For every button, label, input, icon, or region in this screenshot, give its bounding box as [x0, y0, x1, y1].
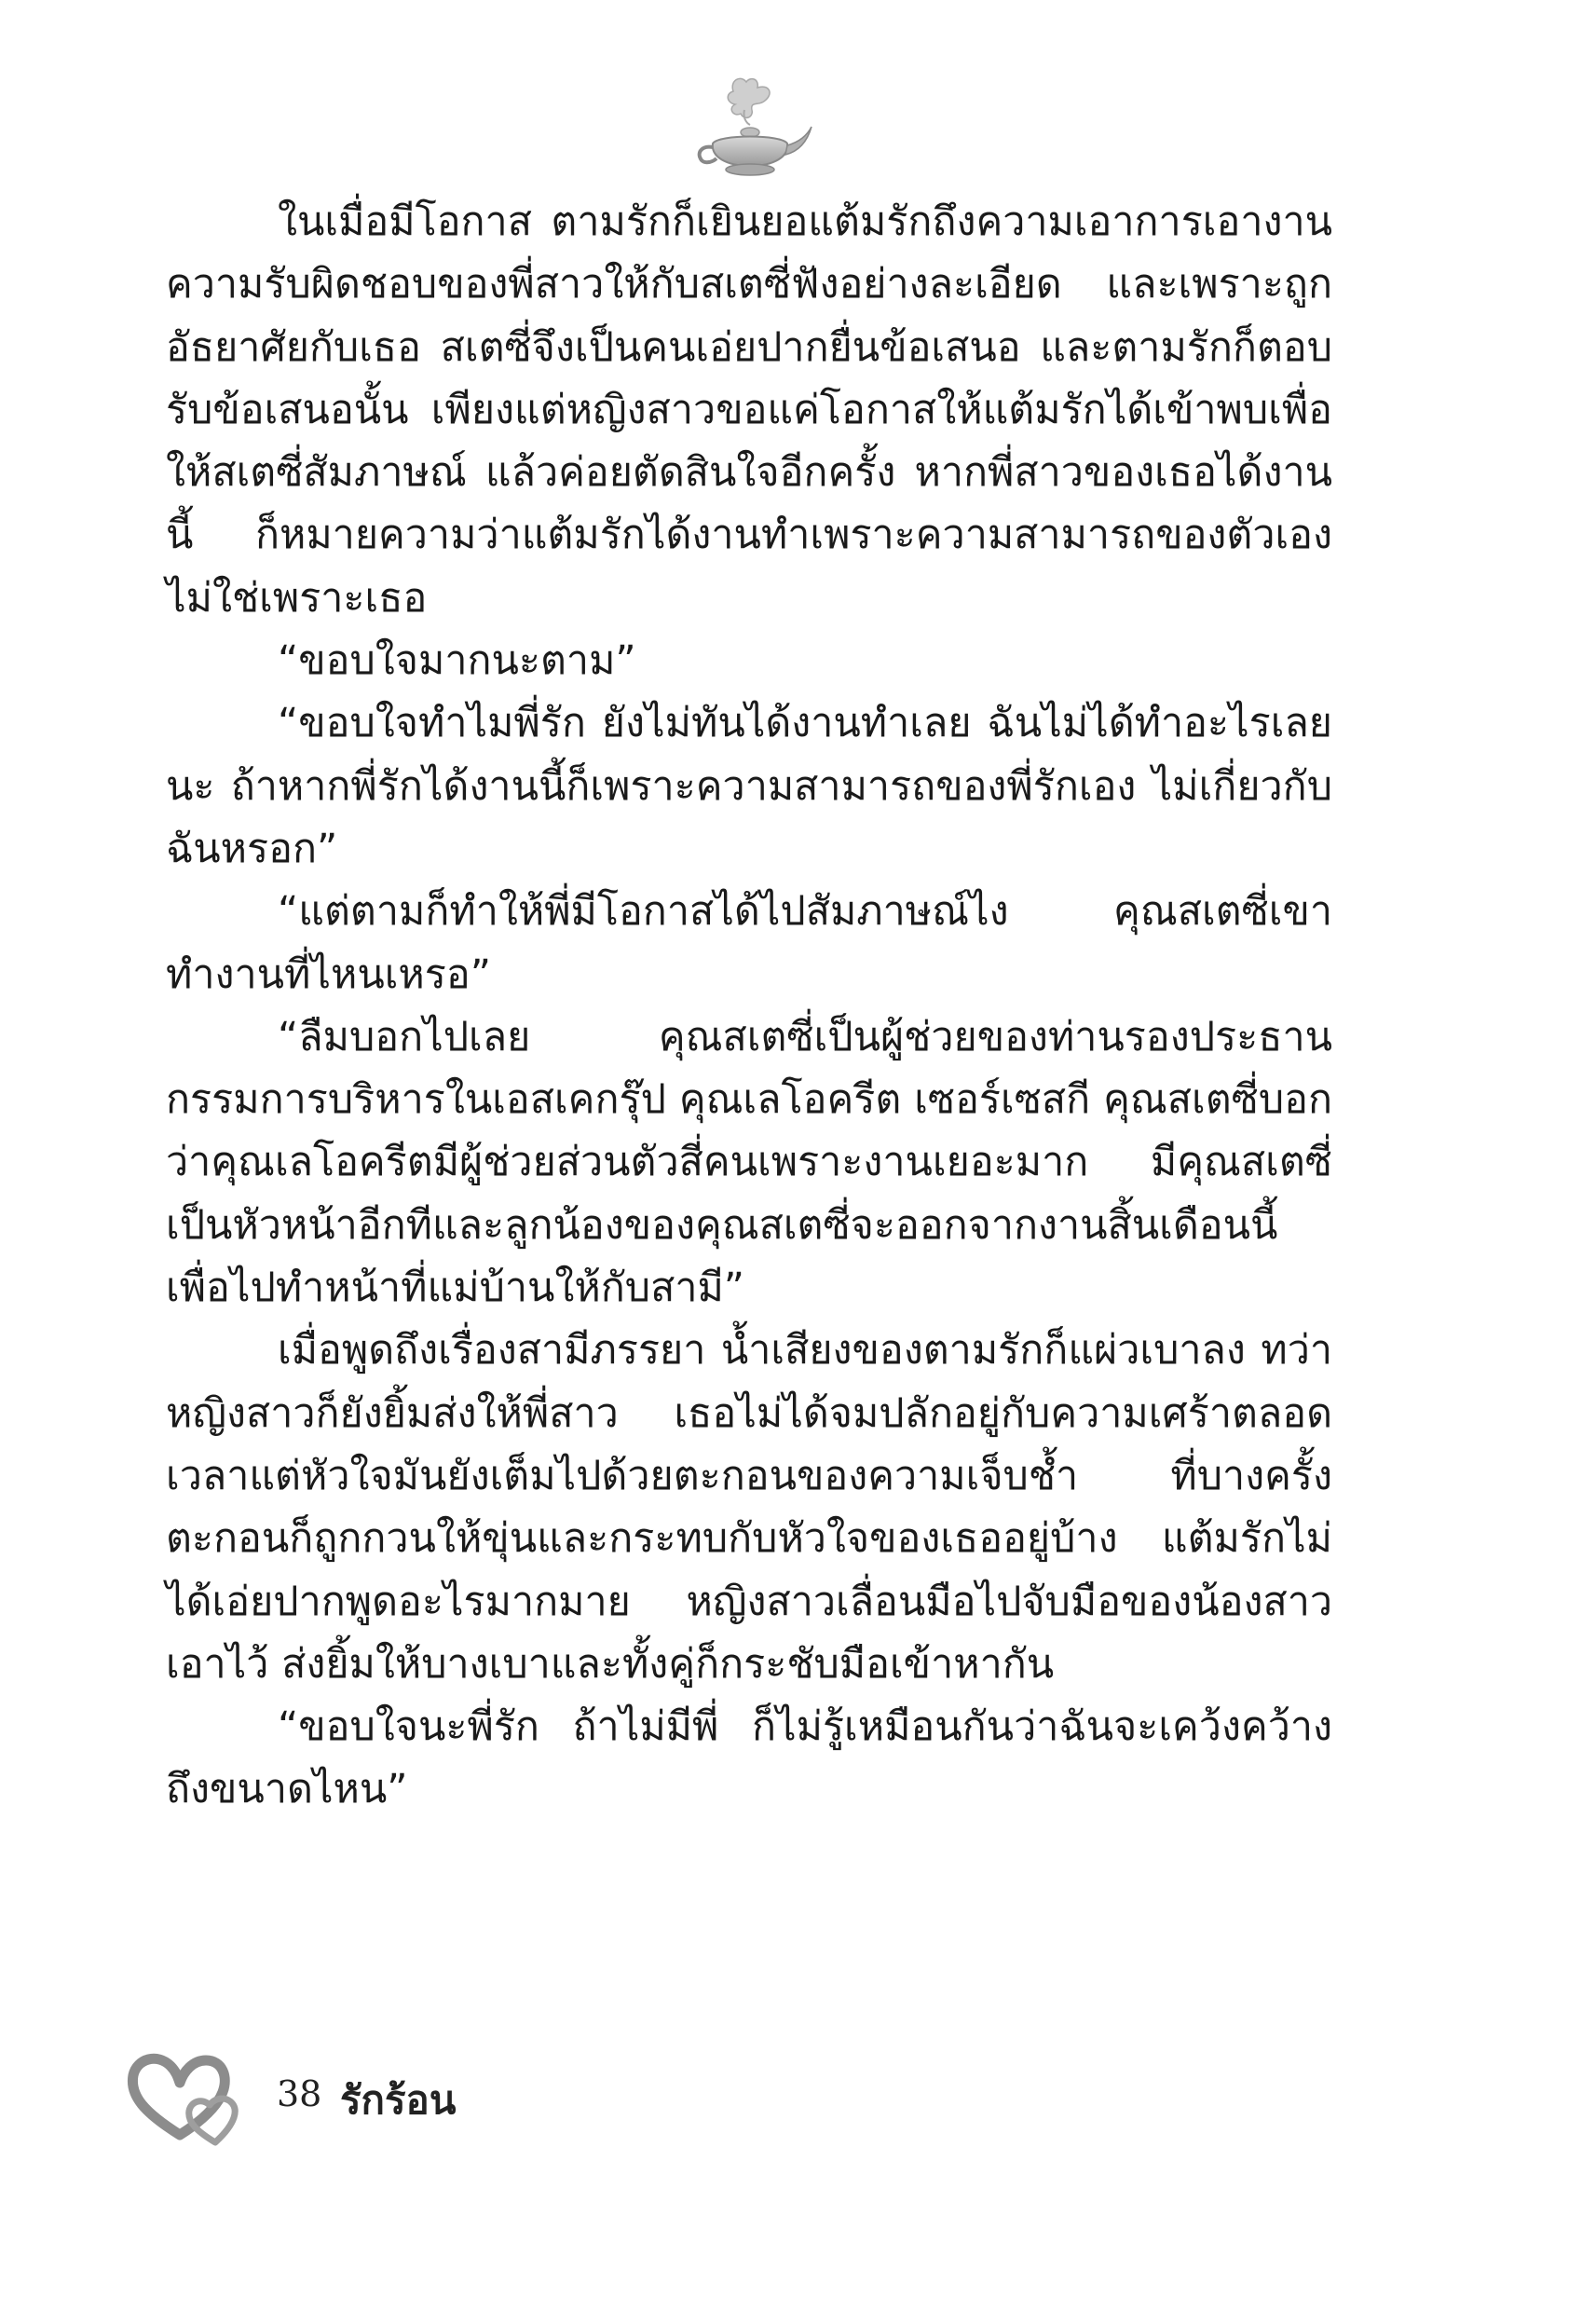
- genie-lamp-icon: [685, 73, 815, 185]
- paragraph: “ขอบใจทำไมพี่รัก ยังไม่ทันได้งานทำเลย ฉันไม่ได้ทำอะไรเลยนะ ถ้าหากพี่รักได้งานนี้ก็เพราะความสามารถของพี่รักเอง ไม่เกี่ยวกับฉันหรอก”: [166, 700, 1332, 872]
- hearts-icon: [126, 2045, 256, 2148]
- body-text: [166, 191, 1332, 1822]
- paragraph: เมื่อพูดถึงเรื่องสามีภรรยา น้ำเสียงของตามรักก็แผ่วเบาลง ทว่าหญิงสาวก็ยังยิ้มส่งให้พี่สาว เธอไม่ได้จมปลักอยู่กับความเศร้าตลอดเวลาแต่หัวใจมันยังเต็มไปด้วยตะกอนของความเจ็บช้ำ ที่บางครั้งตะกอนก็ถูกกวนให้ขุ่นและกระทบกับหัวใจของเธออยู่บ้าง แต้มรักไม่ได้เอ่ยปากพูดอะไรมากมาย หญิงสาวเลื่อนมือไปจับมือของน้องสาวเอาไว้ ส่งยิ้มให้บางเบาและทั้งคู่ก็กระชับมือเข้าหากัน: [166, 1327, 1332, 1688]
- paragraph: “แต่ตามก็ทำให้พี่มีโอกาสได้ไปสัมภาษณ์ไง คุณสเตซี่เขาทำงานที่ไหนเหรอ”: [166, 888, 1332, 998]
- page-number: 38: [277, 2073, 322, 2114]
- paragraph: “ขอบใจนะพี่รัก ถ้าไม่มีพี่ ก็ไม่รู้เหมือนกันว่าฉันจะเคว้งคว้างถึงขนาดไหน”: [166, 1703, 1332, 1813]
- paragraph: ในเมื่อมีโอกาส ตามรักก็เยินยอแต้มรักถึงความเอาการเอางาน ความรับผิดชอบของพี่สาวให้กับสเตซี่ฟังอย่างละเอียด และเพราะถูกอัธยาศัยกับเธอ สเตซี่จึงเป็นคนเอ่ยปากยื่นข้อเสนอ และตามรักก็ตอบรับข้อเสนอนั้น เพียงแต่หญิงสาวขอแค่โอกาสให้แต้มรักได้เข้าพบเพื่อให้สเตซี่สัมภาษณ์ แล้วค่อยตัดสินใจอีกครั้ง หากพี่สาวของเธอได้งานนี้ ก็หมายความว่าแต้มรักได้งานทำเพราะความสามารถของตัวเองไม่ใช่เพราะเธอ: [166, 198, 1332, 622]
- page-footer: [126, 2045, 592, 2148]
- paragraph: “ขอบใจมากนะตาม”: [278, 637, 636, 685]
- book-title: รักร้อน: [340, 2077, 457, 2123]
- paragraph: “ลืมบอกไปเลย คุณสเตซี่เป็นผู้ช่วยของท่านรองประธานกรรมการบริหารในเอสเคกรุ๊ป คุณเลโอครีต เซอร์เซสกี คุณสเตซี่บอกว่าคุณเลโอครีตมีผู้ช่วยส่วนตัวสี่คนเพราะงานเยอะมาก มีคุณสเตซี่เป็นหัวหน้าอีกทีและลูกน้องของคุณสเตซี่จะออกจากงานสิ้นเดือนนี้เพื่อไปทำหน้าที่แม่บ้านให้กับสามี”: [166, 1013, 1332, 1312]
